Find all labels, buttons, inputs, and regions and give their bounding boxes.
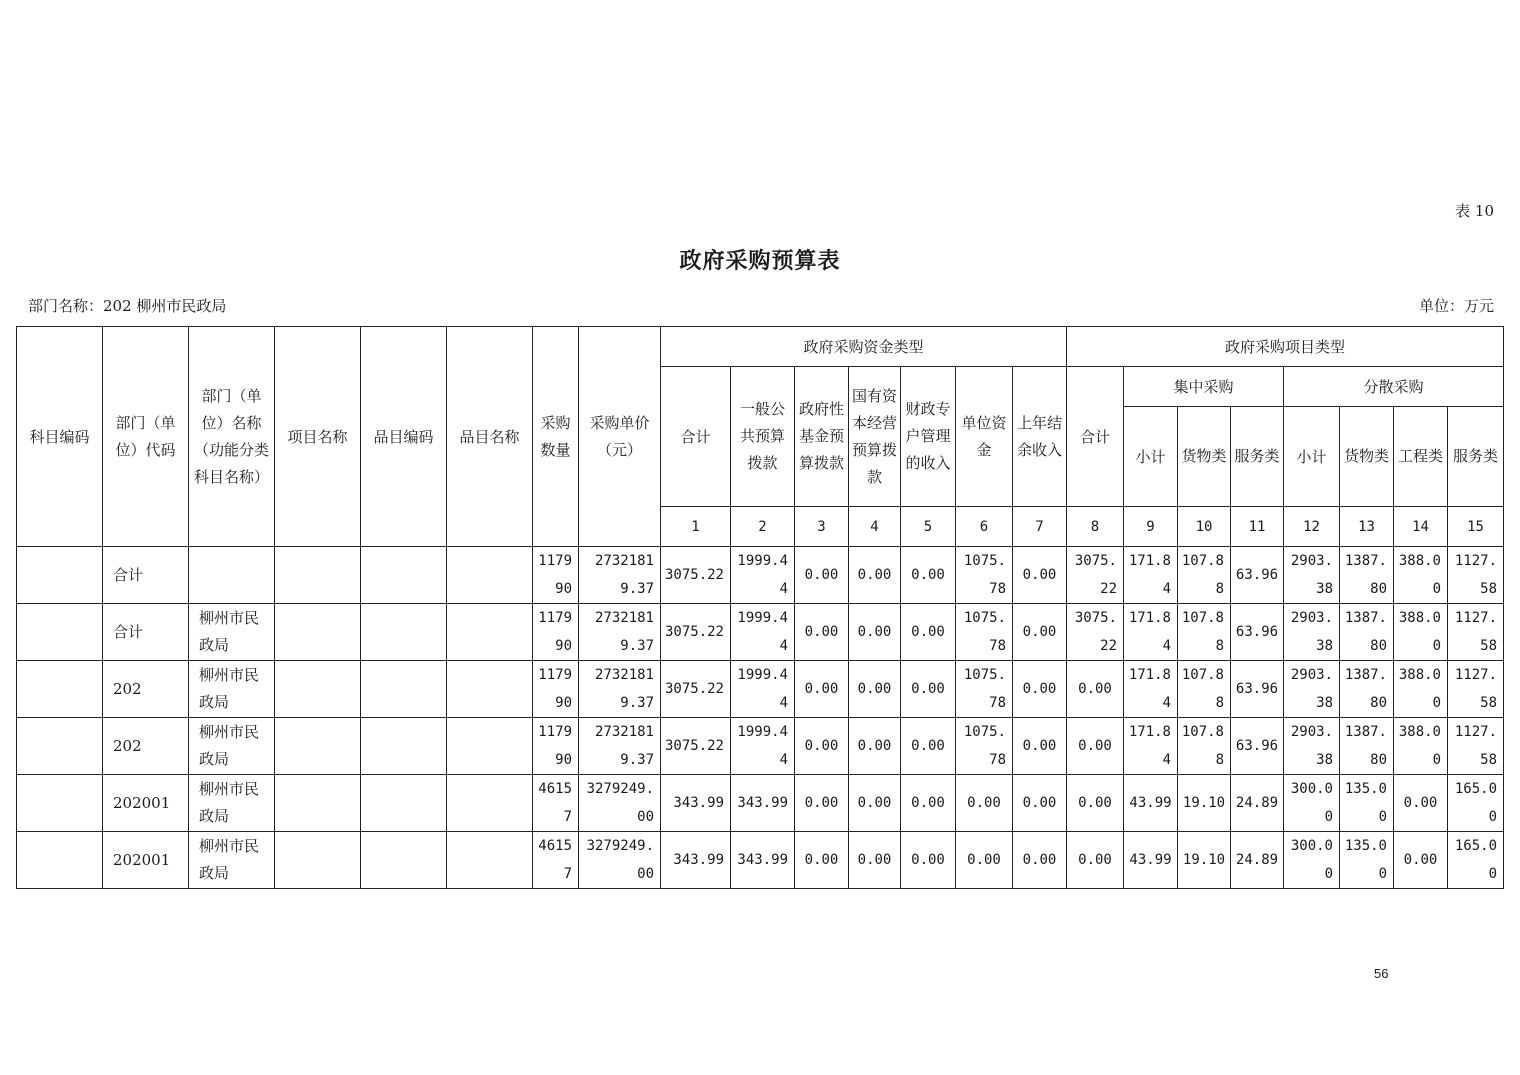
cell-unit-price: 27321819.37 [579, 604, 661, 661]
cell-value: 0.00 [1013, 832, 1067, 889]
cell-dept-name: 柳州市民政局 [189, 775, 275, 832]
header-project-type-group: 政府采购项目类型 [1067, 327, 1504, 367]
cell-value: 107.88 [1178, 661, 1231, 718]
cell-value: 171.84 [1124, 547, 1178, 604]
header-centralized: 集中采购 [1124, 367, 1284, 407]
cell-value: 0.00 [795, 604, 849, 661]
cell-purchase-qty: 46157 [533, 775, 579, 832]
cell-value: 343.99 [661, 832, 731, 889]
cell-value: 0.00 [795, 718, 849, 775]
cell-value: 1127.58 [1448, 604, 1504, 661]
cell-value: 0.00 [1067, 661, 1124, 718]
cell-value: 0.00 [795, 547, 849, 604]
table-row [17, 718, 1504, 775]
cell-value: 1999.44 [731, 718, 795, 775]
cell-value: 0.00 [1013, 604, 1067, 661]
cell-value: 1075.78 [956, 604, 1013, 661]
cell-value: 0.00 [956, 832, 1013, 889]
cell-value: 3075.22 [1067, 547, 1124, 604]
cell-value: 0.00 [795, 775, 849, 832]
header-special-account: 财政专户管理的收入 [901, 367, 956, 507]
header-centralized-services: 服务类 [1231, 407, 1284, 507]
cell-value: 165.00 [1448, 775, 1504, 832]
cell-value: 107.88 [1178, 718, 1231, 775]
header-prior-balance: 上年结余收入 [1013, 367, 1067, 507]
cell-project-name [275, 661, 361, 718]
header-decentralized-subtotal: 小计 [1284, 407, 1340, 507]
table-row [17, 832, 1504, 889]
cell-value: 0.00 [849, 547, 901, 604]
header-decentralized: 分散采购 [1284, 367, 1504, 407]
column-number: 13 [1340, 507, 1394, 547]
header-project-name: 项目名称 [275, 327, 361, 547]
column-number: 4 [849, 507, 901, 547]
cell-item-code [361, 832, 447, 889]
column-number: 5 [901, 507, 956, 547]
table-row [17, 604, 1504, 661]
cell-value: 0.00 [795, 661, 849, 718]
cell-value: 300.00 [1284, 832, 1340, 889]
cell-value: 135.00 [1340, 832, 1394, 889]
cell-item-code [361, 604, 447, 661]
cell-value: 0.00 [901, 718, 956, 775]
column-number: 9 [1124, 507, 1178, 547]
cell-value: 0.00 [901, 832, 956, 889]
header-fund-type-group: 政府采购资金类型 [661, 327, 1067, 367]
cell-unit-price: 27321819.37 [579, 661, 661, 718]
cell-value: 388.00 [1394, 718, 1448, 775]
cell-dept-code: 合计 [103, 547, 189, 604]
header-dept-name: 部门（单位）名称（功能分类科目名称） [189, 327, 275, 547]
cell-item-code [361, 661, 447, 718]
cell-item-name [447, 718, 533, 775]
cell-value: 0.00 [1013, 547, 1067, 604]
column-number: 1 [661, 507, 731, 547]
cell-value: 343.99 [661, 775, 731, 832]
cell-value: 0.00 [849, 832, 901, 889]
cell-value: 1127.58 [1448, 661, 1504, 718]
cell-value: 1387.80 [1340, 547, 1394, 604]
cell-unit-price: 27321819.37 [579, 547, 661, 604]
header-decentralized-goods: 货物类 [1340, 407, 1394, 507]
column-number: 2 [731, 507, 795, 547]
cell-value: 3075.22 [661, 661, 731, 718]
cell-dept-code: 202 [103, 718, 189, 775]
cell-subject-code [17, 547, 103, 604]
cell-value: 1387.80 [1340, 718, 1394, 775]
cell-subject-code [17, 832, 103, 889]
cell-subject-code [17, 775, 103, 832]
header-centralized-subtotal: 小计 [1124, 407, 1178, 507]
cell-project-name [275, 547, 361, 604]
cell-value: 1999.44 [731, 547, 795, 604]
cell-dept-name: 柳州市民政局 [189, 604, 275, 661]
cell-value: 1075.78 [956, 661, 1013, 718]
cell-purchase-qty: 117990 [533, 661, 579, 718]
cell-dept-name [189, 547, 275, 604]
cell-dept-code: 202001 [103, 832, 189, 889]
cell-item-code [361, 547, 447, 604]
cell-value: 0.00 [1013, 718, 1067, 775]
cell-value: 107.88 [1178, 547, 1231, 604]
cell-value: 165.00 [1448, 832, 1504, 889]
cell-value: 24.89 [1231, 832, 1284, 889]
cell-value: 19.10 [1178, 775, 1231, 832]
cell-value: 2903.38 [1284, 604, 1340, 661]
column-number: 7 [1013, 507, 1067, 547]
cell-value: 1127.58 [1448, 718, 1504, 775]
cell-unit-price: 27321819.37 [579, 718, 661, 775]
header-state-capital: 国有资本经营预算拨款 [849, 367, 901, 507]
cell-dept-code: 202 [103, 661, 189, 718]
cell-value: 0.00 [849, 604, 901, 661]
header-centralized-goods: 货物类 [1178, 407, 1231, 507]
cell-value: 24.89 [1231, 775, 1284, 832]
cell-value: 0.00 [795, 832, 849, 889]
cell-value: 0.00 [1394, 832, 1448, 889]
cell-item-name [447, 604, 533, 661]
cell-unit-price: 3279249.00 [579, 775, 661, 832]
page-title: 政府采购预算表 [679, 248, 841, 274]
cell-value: 0.00 [849, 661, 901, 718]
header-dept-code: 部门（单位）代码 [103, 327, 189, 547]
cell-item-code [361, 718, 447, 775]
cell-purchase-qty: 117990 [533, 604, 579, 661]
column-number: 12 [1284, 507, 1340, 547]
header-purchase-qty: 采购数量 [533, 327, 579, 547]
page-number: 56 [1374, 966, 1389, 981]
cell-value: 2903.38 [1284, 718, 1340, 775]
cell-dept-name: 柳州市民政局 [189, 661, 275, 718]
table-row [17, 775, 1504, 832]
cell-value: 0.00 [1067, 775, 1124, 832]
cell-purchase-qty: 117990 [533, 718, 579, 775]
table-number: 表 10 [1455, 202, 1494, 220]
cell-value: 171.84 [1124, 661, 1178, 718]
cell-value: 343.99 [731, 775, 795, 832]
cell-value: 0.00 [901, 775, 956, 832]
cell-value: 3075.22 [1067, 604, 1124, 661]
cell-value: 388.00 [1394, 661, 1448, 718]
cell-value: 3075.22 [661, 604, 731, 661]
cell-value: 3075.22 [661, 718, 731, 775]
column-number: 6 [956, 507, 1013, 547]
header-decentralized-services: 服务类 [1448, 407, 1504, 507]
cell-value: 3075.22 [661, 547, 731, 604]
cell-value: 0.00 [849, 718, 901, 775]
cell-dept-code: 合计 [103, 604, 189, 661]
cell-value: 388.00 [1394, 604, 1448, 661]
cell-subject-code [17, 661, 103, 718]
cell-value: 171.84 [1124, 718, 1178, 775]
header-subject-code: 科目编码 [17, 327, 103, 547]
cell-value: 0.00 [901, 604, 956, 661]
cell-item-name [447, 661, 533, 718]
header-decentralized-works: 工程类 [1394, 407, 1448, 507]
header-general-public: 一般公共预算拨款 [731, 367, 795, 507]
header-project-total: 合计 [1067, 367, 1124, 507]
cell-subject-code [17, 604, 103, 661]
unit-label: 单位：万元 [1418, 297, 1494, 315]
cell-value: 0.00 [1067, 718, 1124, 775]
cell-value: 1387.80 [1340, 604, 1394, 661]
cell-project-name [275, 775, 361, 832]
cell-item-name [447, 547, 533, 604]
department-label: 部门名称：202 柳州市民政局 [28, 297, 227, 315]
table-row [17, 661, 1504, 718]
cell-value: 63.96 [1231, 718, 1284, 775]
cell-value: 1999.44 [731, 661, 795, 718]
table-row [17, 547, 1504, 604]
cell-project-name [275, 604, 361, 661]
column-number: 14 [1394, 507, 1448, 547]
cell-value: 63.96 [1231, 604, 1284, 661]
cell-value: 0.00 [901, 661, 956, 718]
header-item-code: 品目编码 [361, 327, 447, 547]
column-number: 10 [1178, 507, 1231, 547]
cell-value: 19.10 [1178, 832, 1231, 889]
cell-item-name [447, 775, 533, 832]
header-unit-funds: 单位资金 [956, 367, 1013, 507]
cell-purchase-qty: 46157 [533, 832, 579, 889]
cell-value: 171.84 [1124, 604, 1178, 661]
header-gov-fund: 政府性基金预算拨款 [795, 367, 849, 507]
cell-value: 0.00 [1394, 775, 1448, 832]
cell-value: 0.00 [1013, 661, 1067, 718]
cell-value: 63.96 [1231, 547, 1284, 604]
cell-value: 388.00 [1394, 547, 1448, 604]
cell-value: 0.00 [901, 547, 956, 604]
header-item-name: 品目名称 [447, 327, 533, 547]
cell-value: 63.96 [1231, 661, 1284, 718]
cell-item-code [361, 775, 447, 832]
column-number: 8 [1067, 507, 1124, 547]
cell-subject-code [17, 718, 103, 775]
cell-value: 300.00 [1284, 775, 1340, 832]
column-number: 11 [1231, 507, 1284, 547]
cell-value: 1127.58 [1448, 547, 1504, 604]
cell-value: 2903.38 [1284, 661, 1340, 718]
cell-unit-price: 3279249.00 [579, 832, 661, 889]
header-fund-total: 合计 [661, 367, 731, 507]
cell-value: 0.00 [956, 775, 1013, 832]
cell-value: 1387.80 [1340, 661, 1394, 718]
cell-value: 1075.78 [956, 547, 1013, 604]
procurement-budget-table [16, 326, 1504, 889]
cell-value: 2903.38 [1284, 547, 1340, 604]
cell-value: 43.99 [1124, 832, 1178, 889]
cell-dept-name: 柳州市民政局 [189, 718, 275, 775]
cell-value: 43.99 [1124, 775, 1178, 832]
cell-value: 0.00 [849, 775, 901, 832]
cell-purchase-qty: 117990 [533, 547, 579, 604]
cell-value: 0.00 [1013, 775, 1067, 832]
cell-value: 343.99 [731, 832, 795, 889]
cell-value: 135.00 [1340, 775, 1394, 832]
cell-value: 0.00 [1067, 832, 1124, 889]
column-number: 3 [795, 507, 849, 547]
cell-value: 107.88 [1178, 604, 1231, 661]
cell-value: 1999.44 [731, 604, 795, 661]
column-number: 15 [1448, 507, 1504, 547]
cell-dept-name: 柳州市民政局 [189, 832, 275, 889]
cell-item-name [447, 832, 533, 889]
cell-project-name [275, 832, 361, 889]
cell-value: 1075.78 [956, 718, 1013, 775]
header-unit-price: 采购单价（元） [579, 327, 661, 547]
cell-dept-code: 202001 [103, 775, 189, 832]
cell-project-name [275, 718, 361, 775]
